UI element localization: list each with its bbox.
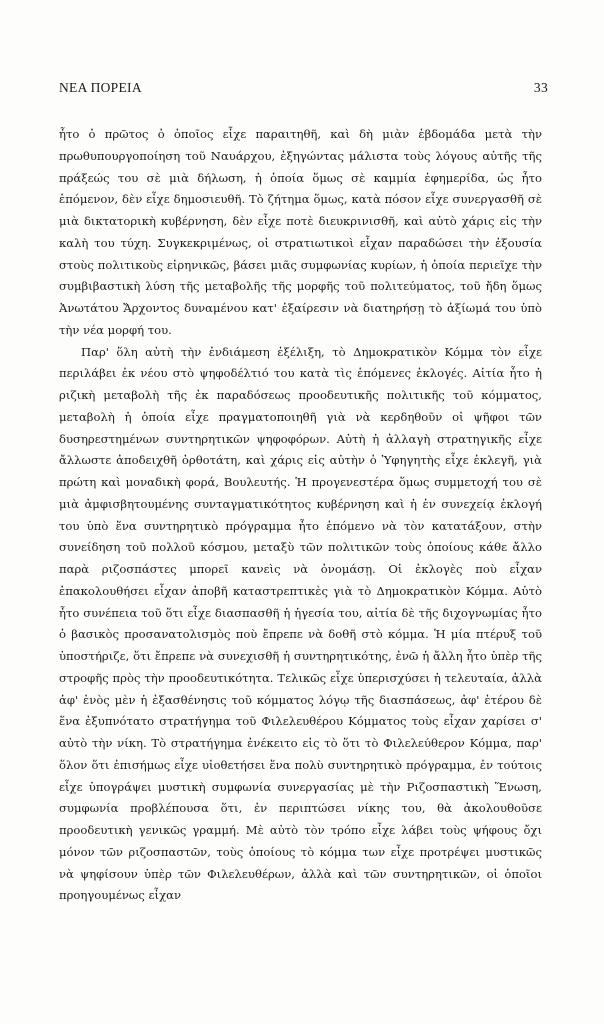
page-number: 33 bbox=[533, 80, 548, 95]
paragraph-2: Παρ' ὅλη αὐτὴ τὴν ἐνδιάμεση ἐξέλιξη, τὸ Δημοκρατικὸν Κόμμα τὸν εἶχε περιλάβει ἐκ νέου στὸ ψηφοδέλτιό του κατὰ τὶς ἑπόμενες ἐκλογές. Αἰτία ἦτο ἡ ριζικὴ μεταβολὴ τῆς ἐκ παραδόσεως προοδευτικῆς πολιτικῆς τοῦ κόμματος, μεταβολὴ ἡ ὁποία εἶχε πραγματοποιηθῆ γιὰ νὰ κερδηθοῦν οἱ ψῆφοι τῶν δυσηρεστημένων συντηρητικῶν ψηφοφόρων. Αὐτὴ ἡ ἀλλαγὴ στρατηγικῆς εἶχε ἄλλωστε ἀποδειχθῆ ὀρθοτάτη, καὶ χάρις εἰς αὐτὴν ὁ Ὑφηγητὴς εἶχε ἐκλεγῆ, γιὰ πρώτη καὶ μοναδικὴ φορά, Βουλευτής. Ἡ προγενεστέρα ὅμως συμμετοχή του σὲ μιὰ ἀμφισβητουμένης συνταγματικότητος κυβέρνηση καὶ ἡ ἐν συνεχείᾳ ἐκλογή του ὑπὸ ἕνα συντηρητικὸ πρόγραμμα ἦτο ἑπόμενο νὰ τὸν κατατάξουν, στὴν συνείδηση τοῦ πολλοῦ κόσμου, μεταξὺ τῶν πολιτικῶν τοὺς ὁποίους κάθε ἄλλο παρὰ ριζοσπάστες μπορεῖ κανεὶς νὰ ὀνομάσῃ. Οἱ ἐκλογὲς ποὺ εἶχαν ἐπακολουθήσει εἶχαν ἀποβῆ καταστρεπτικὲς γιὰ τὸ Δημοκρατικὸν Κόμμα. Αὐτὸ ἦτο συνέπεια τοῦ ὅτι εἶχε διασπασθῆ ἡ ἡγεσία του, αἰτία δὲ τῆς διχογνωμίας ἦτο ὁ βασικὸς προσανατολισμὸς ποὺ ἔπρεπε νὰ δοθῆ στὸ κόμμα. Ἡ μία πτέρυξ τοῦ ὑποστήριζε, ὅτι ἔπρεπε νὰ συνεχισθῆ ἡ συντηρητικότης, ἐνῶ ἡ ἄλλη ἦτο ὑπὲρ τῆς στροφῆς πρὸς τὴν προοδευτικότητα. Τελικῶς εἶχε ὑπερισχύσει ἡ τελευταία, ἀλλὰ ἀφ' ἑνὸς μὲν ἡ ἐξασθένησις τοῦ κόμματος λόγῳ τῆς διασπάσεως, ἀφ' ἑτέρου δὲ ἕνα ἐξυπνότατο στρατήγημα τοῦ Φιλελευθέρου Κόμματος τοὺς εἶχαν χαρίσει σ' αὐτὸ τὴν νίκη. Τὸ στρατήγημα ἐνέκειτο εἰς τὸ ὅτι τὸ Φιλελεύθερον Κόμμα, παρ' ὅλον ὅτι ἐπισήμως εἶχε υἱοθετήσει ἕνα πολὺ συντηρητικὸ πρόγραμμα, ἐν τούτοις εἶχε ὑπογράψει μυστικὴ συμφωνία συνεργασίας μὲ τὴν Ριζοσπαστικὴ Ἕνωση, συμφωνία προβλέπουσα ὅτι, ἐν περιπτώσει νίκης του, θὰ ἀκολουθοῦσε προοδευτικὴ γενικῶς γραμμή. Μὲ αὐτὸ τὸν τρόπο εἶχε λάβει τοὺς ψήφους ὄχι μόνον τῶν ριζοσπαστῶν, τοὺς ὁποίους τὸ κόμμα των εἶχε προτρέψει μυστικῶς νὰ ψηφίσουν ὑπὲρ τῶν Φιλελευθέρων, ἀλλὰ καὶ τῶν συντηρητικῶν, οἱ ὁποῖοι προηγουμένως εἶχαν bbox=[59, 344, 542, 903]
paragraph-1: ἦτο ὁ πρῶτος ὁ ὁποῖος εἶχε παραιτηθῆ, καὶ δὴ μιὰν ἑβδομάδα μετὰ τὴν πρωθυπουργοποίηση τοῦ Ναυάρχου, ἐξηγώντας μάλιστα τοὺς λόγους αὐτῆς τῆς πράξεώς του σὲ μιὰ δήλωση, ἡ ὁποία ὅμως σὲ καμμία ἐφημερίδα, ὡς ἦτο ἑπόμενον, δὲν εἶχε δημοσιευθῆ. Τὸ ζήτημα ὅμως, κατὰ πόσον εἶχε συνεργασθῆ σὲ μιὰ δικτατορικὴ κυβέρνηση, δὲν εἶχε ποτὲ διευκρινισθῆ, καὶ αὐτὸ χάρις εἰς τὴν καλὴ του τύχη. Συγκεκριμένως, οἱ στρατιωτικοὶ εἶχαν παραδώσει τὴν ἐξουσία στοὺς πολιτικοὺς εἰρηνικῶς, βάσει μιᾶς συμφωνίας κυρίων, ἡ ὁποία περιεῖχε τὴν συμβιβαστικὴ λύση τῆς μεταβολῆς τῆς μορφῆς τοῦ πολιτεύματος, τοῦ ἤδη ὅμως Ἀνωτάτου Ἄρχοντος δυναμένου κατ' ἐξαίρεσιν νὰ διατηρήσῃ τὸ ἀξίωμά του ὑπὸ τὴν νέα μορφή του. bbox=[59, 127, 542, 337]
running-head bbox=[59, 80, 548, 96]
body-text bbox=[59, 124, 542, 907]
running-title: ΝΕΑ ΠΟΡΕΙΑ bbox=[59, 80, 142, 95]
